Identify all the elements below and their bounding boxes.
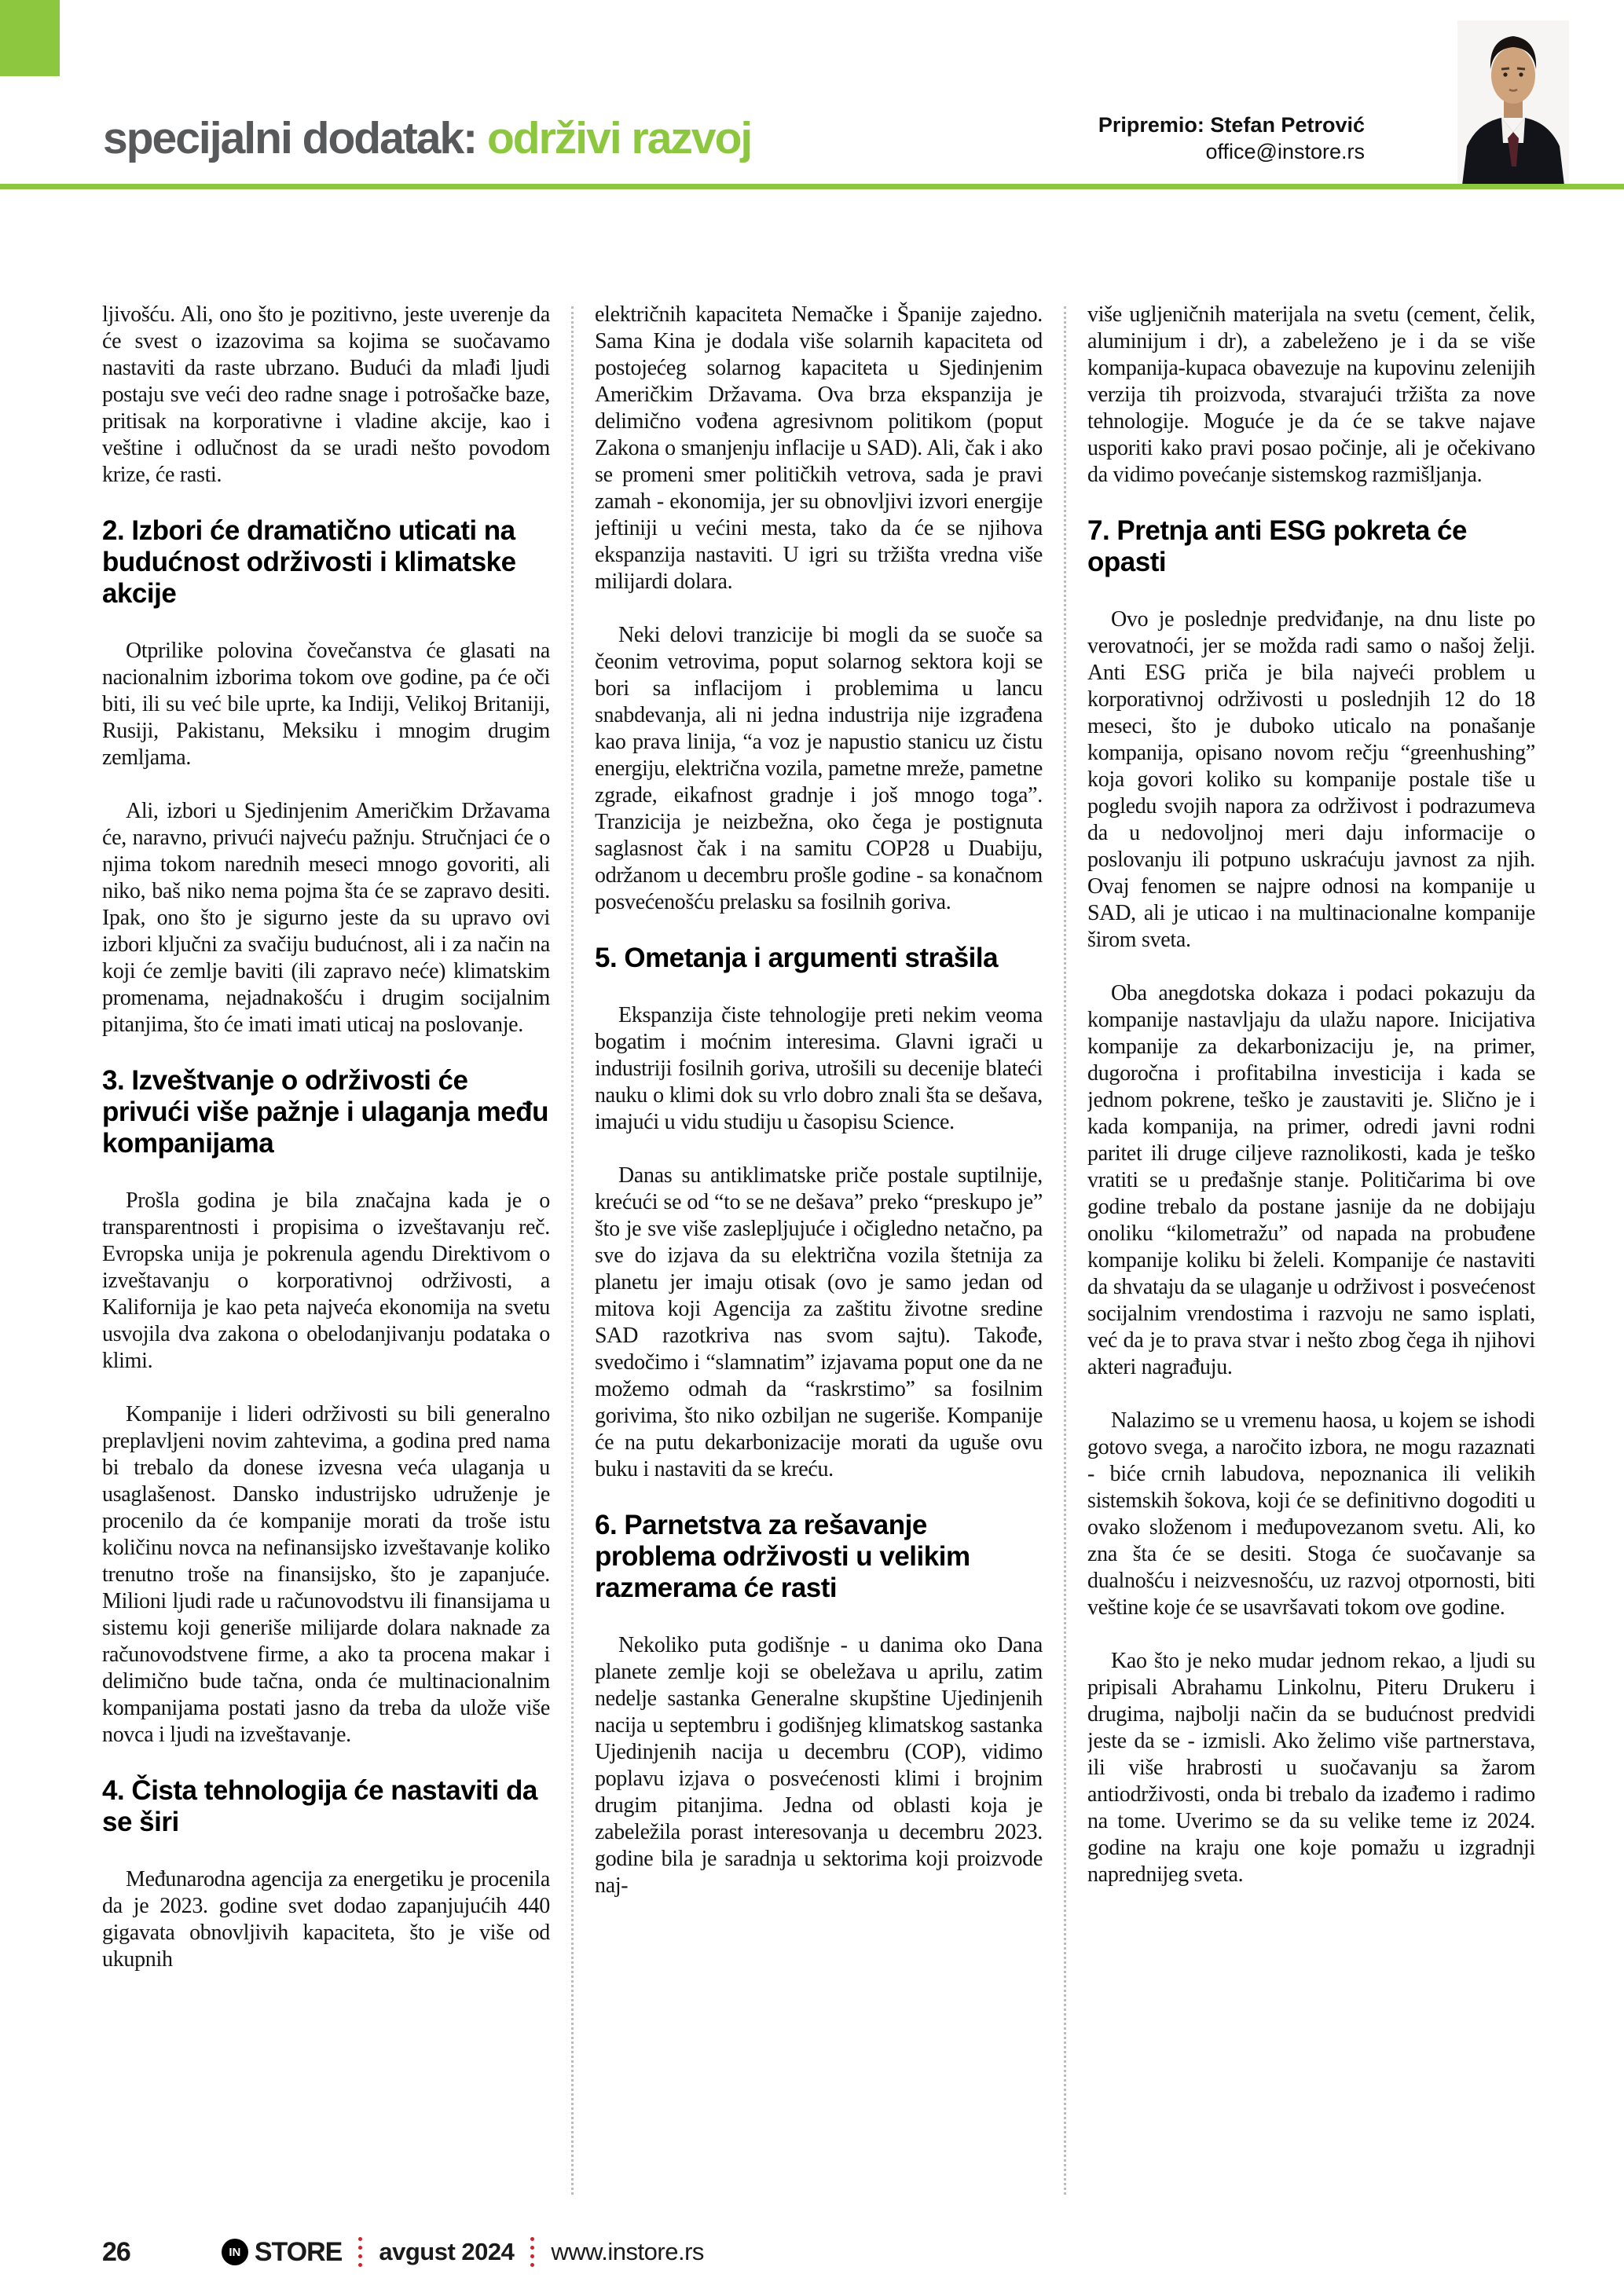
- article-column-2: [595, 302, 1043, 2203]
- section-heading: 6. Parnetstva za rešavanje problema održivosti u velikim razmerama će rasti: [595, 1510, 970, 1603]
- body-paragraph: Nekoliko puta godišnje - u danima oko Dana planete zemlje koji se obeležava u aprilu, zatim nedelje sastanka Generalne skupštine Ujedinjenih nacija u septembru i godišnjeg klimatskog sastanka Ujedinjenih nacija u decembru (COP), vidimo poplavu izjava o posvećenosti klimi i brojnim drugim pitanjima. Jedna od oblasti koja je zabeležila porast interesovanja u decembru 2023. godine bila je saradnja u sektorima koji proizvode naj-: [595, 1633, 1043, 1898]
- body-paragraph: Ovo je poslednje predviđanje, na dnu liste po verovatnoći, jer se možda radi samo o našoj želji. Anti ESG priča je bila najveći problem u korporativnoj održivosti u poslednjih 12 do 18 meseci, što je duboko uticalo na ponašanje kompanija, opisano novom rečju “greenhushing” koja govori koliko su kompanije postale tiše u pogledu svojih napora za održivost i podrazumeva da u nedovoljnoj meri daju informacije o poslovanju ili potpuno uskraćuju javnost za njih. Ovaj fenomen se najpre odnosi na kompanije u SAD, ali je uticao i na multinacionalne kompanije širom sveta.: [1087, 607, 1535, 952]
- page-title-prefix: specijalni dodatak:: [103, 113, 477, 163]
- byline-author: Pripremio: Stefan Petrović: [1098, 113, 1365, 137]
- instore-logo-text: STORE: [254, 2236, 343, 2267]
- article-column-1: [102, 302, 550, 2203]
- page-number: 26: [102, 2236, 130, 2267]
- author-photo: [1457, 20, 1569, 185]
- footer-divider-icon: [530, 2237, 534, 2267]
- page-title-topic-text: održivi razvoj: [486, 113, 752, 163]
- body-paragraph: Neki delovi tranzicije bi mogli da se suoče sa čeonim vetrovima, poput solarnog sektora koji se bori sa inflacijom i problemima u lancu snabdevanja, ali ni jedna industrija nije izgrađena kao prava linija, “a voz je napustio stanicu uz čistu energiju, električna vozila, pametne mreže, pametne zgrade, eikafnost gradnje i još mnogo toga”. Tranzicija je neizbežna, oko čega je postignuta saglasnost čak i na samitu COP28 u Duabiju, održanom u decembru prošle godine - sa konačnom posvećenošću prelasku sa fosilnih goriva.: [595, 623, 1043, 914]
- section-heading: 3. Izveštvanje o održivosti će privući više pažnje i ulaganja među kompanijama: [102, 1065, 548, 1159]
- body-paragraph: električnih kapaciteta Nemačke i Španije zajedno. Sama Kina je dodala više solarnih kapaciteta od postojećeg solarnog kapaciteta u Sjedinjenim Američkim Državama. Ova brza ekspanzija je delimično vođena agresivnom politikom (poput Zakona o smanjenju inflacije u SAD). Ali, čak i ako se promeni smer političkih vetrova, sada je pravi zamah - ekonomija, jer su obnovljivi izvori energije jeftiniji u većini mesta, tako da će se njihova ekspanzija nastaviti. U igri su tržišta vredna više milijardi dolara.: [595, 302, 1043, 594]
- page-footer: [102, 2234, 704, 2270]
- instore-logo: [222, 2237, 343, 2268]
- green-corner-mark: [0, 0, 60, 76]
- section-heading: 4. Čista tehnologija će nastaviti da se širi: [102, 1775, 537, 1837]
- body-paragraph: Ekspanzija čiste tehnologije preti nekim veoma bogatim i moćnim interesima. Glavni igrači u industriji fosilnih goriva, utrošili su decenije blateći nauku o klimi dok su vrlo dobro znali šta se dešava, imajući u vidu studiju u časopisu Science.: [595, 1003, 1043, 1134]
- footer-divider-icon: [358, 2237, 362, 2267]
- byline-email: office@instore.rs: [1205, 140, 1365, 163]
- header-divider-line: [0, 184, 1624, 189]
- article-column-3: [1087, 302, 1535, 2203]
- body-paragraph: Prošla godina je bila značajna kada je o transparentnosti i propisima o izveštavanju reč. Evropska unija je pokrenula agendu Direktivom o izveštavanju o korporativnoj održivosti, a Kalifornija je kao peta najveća ekonomija na svetu usvojila dva zakona o obelodanjivanju podataka o klimi.: [102, 1188, 550, 1373]
- body-paragraph: više ugljeničnih materijala na svetu (cement, čelik, aluminijum i dr), a zabeleženo je i da se više kompanija-kupaca obavezuje na kupovinu zelenijih verzija tih proizvoda, stvarajući tržišta za nove tehnologije. Moguće je da će se takve najave usporiti kako pravi posao počinje, ali je očekivano da vidimo povećanje sistemskog razmišljanja.: [1087, 302, 1535, 487]
- body-paragraph: Međunarodna agencija za energetiku je procenila da je 2023. godine svet dodao zapanjujućih 440 gigavata obnovljivih kapaciteta, što je više od ukupnih: [102, 1867, 550, 1972]
- body-paragraph: ljivošću. Ali, ono što je pozitivno, jeste uverenje da će svest o izazovima sa kojima se suočavamo nastaviti da raste ubrzano. Budući da mlađi ljudi postaju sve veći deo radne snage i potrošačke baze, pritisak na korporativne i vladine akcije, kao i veštine i odlučnost da se uradi nešto povodom krize, će rasti.: [102, 302, 550, 487]
- body-paragraph: Kao što je neko mudar jednom rekao, a ljudi su pripisali Abrahamu Linkolnu, Piteru Drukeru i drugima, najbolji način da se budućnost predvidi jeste da se - izmisli. Ako želimo više partnerstava, ili više hrabrosti u suočavanju sa žarom antiodrživosti, onda bi trebalo da izađemo i radimo na tome. Uverimo se da su velike teme iz 2024. godine na kraju one koje pomažu u izgradnji naprednijeg sveta.: [1087, 1649, 1535, 1887]
- body-paragraph: Otprilike polovina čovečanstva će glasati na nacionalnim izborima tokom ove godine, pa će oči biti, ili su već bile uprte, ka Indiji, Velikoj Britaniji, Rusiji, Pakistanu, Meksiku i mnogim drugim zemljama.: [102, 639, 550, 770]
- body-paragraph: Nalazimo se u vremenu haosa, u kojem se ishodi gotovo svega, a naročito izbora, ne mogu razaznati - biće crnih labudova, nepoznanica ili velikih sistemskih šokova, koji će se definitivno dogoditi u ovako složenom i međupovezanom svetu. Ali, ko zna šta će se desiti. Stoga će suočavanje sa dualnošću i neizvesnošću, uz razvoj otpornosti, biti veštine koje će se usavršavati tokom ove godine.: [1087, 1408, 1535, 1620]
- in-circle-icon: IN: [222, 2239, 248, 2265]
- byline: [1098, 112, 1365, 165]
- body-paragraph: Danas su antiklimatske priče postale suptilnije, krećući se od “to se ne dešava” preko “preskupo je” što je sve više zaslepljujuće i očigledno netačno, pa sve do izjava da su električna vozila štetnija za planetu jer imaju otisak (ovo je samo jedan od mitova koji Agencija za zaštitu životne sredine SAD razotkriva nas svom sajtu). Takođe, svedočimo i “slamnatim” izjavama poput one da ne možemo odmah da “raskrstimo” sa fosilnim gorivima, što niko ozbiljan ne sugeriše. Kompanije će na putu dekarbonizacije morati da uguše ovu buku i nastaviti da se kreću.: [595, 1163, 1043, 1481]
- page-title: [103, 115, 751, 162]
- body-paragraph: Oba anegdotska dokaza i podaci pokazuju da kompanije nastavljaju da ulažu napore. Inicijativa kompanije za dekarbonizaciju je, na primer, dugoročna i profitabilna investicija i kada se jednom pokrene, teško je zaustaviti je. Slično je i kada kompanija, na primer, odredi javni rodni paritet ili druge ciljeve raznolikosti, kada je teško vratiti se u pređašnje stanje. Političarima bi ove godine trebalo da postane jasnije da ne dobijaju onoliku “kilometražu” od napada na probuđene kompanije koliku bi želeli. Kompanije će nastaviti da shvataju da se ulaganje u održivost i posvećenost socijalnim vrendostima i razvoju ne samo isplati, već da je to prava stvar i nešto zbog čega ih njihovi akteri nagrađuju.: [1087, 981, 1535, 1379]
- website-text: www.instore.rs: [551, 2238, 704, 2265]
- article-body: [102, 302, 1535, 2203]
- section-heading: 2. Izbori će dramatično uticati na budućnost održivosti i klimatske akcije: [102, 515, 516, 609]
- column-divider-2: [1064, 306, 1066, 2195]
- section-heading: 7. Pretnja anti ESG pokreta će opasti: [1087, 515, 1467, 577]
- issue-date: avgust 2024: [379, 2238, 515, 2265]
- body-paragraph: Ali, izbori u Sjedinjenim Američkim Državama će, naravno, privući najveću pažnju. Stručnjaci će o njima tokom narednih meseci mnogo govoriti, ali niko, baš niko nema pojma šta će se zapravo desiti. Ipak, ono što je sigurno jeste da su upravo ovi izbori ključni za svačiju budućnost, ali i za način na koji će zemlje baviti (ili zapravo neće) klimatskim promenama, nejadnakošću i drugim socijalnim pitanjima, što će imati imati uticaj na poslovanje.: [102, 799, 550, 1037]
- page-title-topic: [476, 113, 487, 163]
- body-paragraph: Kompanije i lideri održivosti su bili generalno preplavljeni novim zahtevima, a godina pred nama bi trebalo da donese izvesna veća ulaganja u usaglašenost. Dansko industrijsko udruženje je procenilo da će kompanije morati da troše istu količinu novca na nefinansijsko izveštavanje koliko trenutno troše na finansijsko, što je zapanjuće. Milioni ljudi rade u računovodstvu ili finansijama u sistemu koji generiše milijarde dolara naknade za računovodstvene firme, a ako ta procena makar i delimično bude tačna, onda će multinacionalnim kompanijama postati jasno da treba da ulože više novca i ljudi na izveštavanje.: [102, 1402, 550, 1747]
- column-divider-1: [571, 306, 574, 2195]
- author-portrait-illustration: [1457, 20, 1569, 185]
- section-heading: 5. Ometanja i argumenti strašila: [595, 943, 999, 973]
